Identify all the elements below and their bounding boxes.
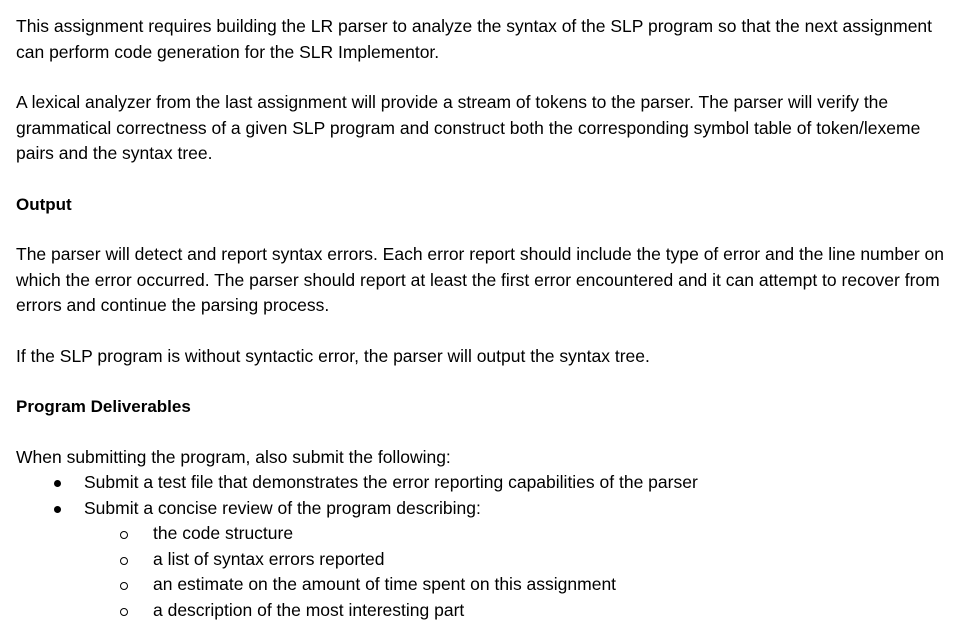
review-sub-list (16, 521, 961, 623)
circle-bullet-icon (120, 608, 128, 616)
intro-paragraph-1: This assignment requires building the LR parser to analyze the syntax of the SLP program so that the next assignment can perform code generation for the SLR Implementor. (16, 16, 933, 62)
deliverables-intro: When submitting the program, also submit the following: (16, 446, 451, 467)
output-heading: Output (16, 194, 72, 214)
intro-paragraph-2: A lexical analyzer from the last assignment will provide a stream of tokens to the parser. The parser will verify the grammatical correctness of a given SLP program and construct both the corresponding symbol table of token/lexeme pairs and the syntax tree. (16, 92, 921, 163)
list-item (16, 470, 961, 496)
circle-bullet-icon (120, 582, 128, 590)
document-body (16, 14, 961, 623)
sub-item-1: the code structure (153, 523, 294, 543)
sub-item-4: a description of the most interesting part (153, 599, 465, 620)
deliverable-item-1: Submit a test file that demonstrates the error reporting capabilities of the parser (84, 472, 698, 492)
list-item (16, 598, 961, 624)
deliverables-heading: Program Deliverables (16, 397, 191, 416)
deliverable-item-2: Submit a concise review of the program describing: (84, 497, 481, 518)
sub-item-2: a list of syntax errors reported (153, 548, 385, 569)
bullet-icon (54, 480, 61, 487)
list-item (16, 521, 961, 547)
list-item (16, 496, 961, 624)
deliverables-list (16, 470, 961, 623)
output-paragraph-1: The parser will detect and report syntax errors. Each error report should include the type of error and the line number on which the error occurred. The parser should report at least the first error encountered and it can attempt to recover from errors and continue the parsing process. (16, 244, 944, 315)
output-paragraph-2: If the SLP program is without syntactic error, the parser will output the syntax tree. (16, 345, 650, 366)
circle-bullet-icon (120, 557, 128, 565)
circle-bullet-icon (120, 531, 128, 539)
list-item (16, 547, 961, 573)
bullet-icon (54, 506, 61, 513)
list-item (16, 572, 961, 598)
sub-item-3: an estimate on the amount of time spent on this assignment (153, 574, 617, 594)
